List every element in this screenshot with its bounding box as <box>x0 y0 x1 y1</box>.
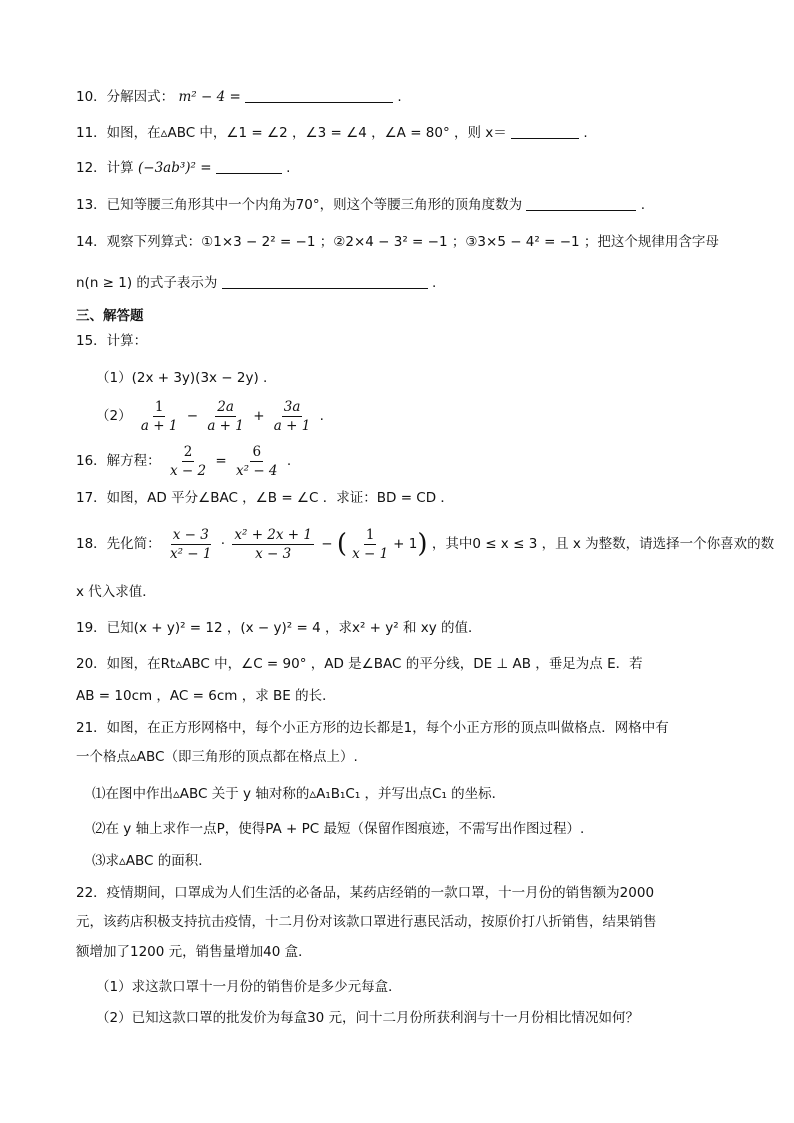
answer-blank <box>216 159 282 174</box>
q10-expression: m² − 4 = <box>178 89 241 105</box>
question-13: 13．已知等腰三角形其中一个内角为70°，则这个等腰三角形的顶角度数为 . <box>76 197 645 213</box>
question-10: 10．分解因式： m² − 4 = . <box>76 89 402 105</box>
answer-blank <box>245 88 393 103</box>
answer-blank <box>511 124 579 139</box>
question-21-line1: 21．如图，在正方形网格中，每个小正方形的边长都是1，每个小正方形的顶点叫做格点．网格中有 <box>76 720 669 736</box>
question-20-line2: AB = 10cm ，AC = 6cm ，求 BE 的长． <box>76 688 336 704</box>
question-18-line1: 18．先化简： $\frac{x - 3}{\text{x² − 1}}$ · $\frac{\text{x² + 2x + 1}}{x - 3}$ − ( $\frac{1}{x - 1}$ + 1) ，其中0 ≤ x ≤ 3 ，且 x 为整数，请选择一个你喜欢的数 <box>76 526 775 562</box>
q12-expression: (−3ab³)² = <box>137 160 212 176</box>
question-12: 12．计算 (−3ab³)² = . <box>76 160 291 176</box>
fraction: $\frac{2}{x - 2}$ <box>169 443 207 479</box>
question-11: 11．如图，在▵ABC 中，∠1 = ∠2 ，∠3 = ∠4 ，∠A = 80° ，则 x＝ . <box>76 125 588 141</box>
answer-blank <box>526 196 636 211</box>
question-14-line1: 14．观察下列算式：①1×3 − 2² = −1 ；②2×4 − 3² = −1 ；③3×5 − 4² = −1 ；把这个规律用含字母 <box>76 234 719 250</box>
question-22-line1: 22．疫情期间，口罩成为人们生活的必备品，某药店经销的一款口罩，十一月份的销售额为2000 <box>76 885 655 901</box>
question-19: 19．已知(x + y)² = 12 ，(x − y)² = 4 ，求x² + y² 和 xy 的值． <box>76 620 482 636</box>
question-15: 15．计算： <box>76 333 148 349</box>
question-15-part2: （2） $\frac{1}{a + 1}$ − $\frac{2a}{a + 1}$ + $\frac{3a}{a + 1}$ . <box>96 398 324 434</box>
question-14-line2: n(n ≥ 1) 的式子表示为 . <box>76 275 437 291</box>
question-22-sub2: （2）已知这款口罩的批发价为每盒30 元，问十二月份所获利润与十一月份相比情况如何？ <box>96 1010 640 1026</box>
question-21-line2: 一个格点▵ABC（即三角形的顶点都在格点上）. <box>76 749 358 765</box>
section-heading: 三、解答题 <box>76 308 144 324</box>
fraction: $\frac{\text{x² + 2x + 1}}{x - 3}$ <box>234 526 312 562</box>
question-16: 16．解方程： $\frac{2}{x - 2}$ = $\frac{6}{\text{x² − 4}}$ . <box>76 443 292 479</box>
question-18-line2: x 代入求值． <box>76 584 156 600</box>
question-17: 17．如图，AD 平分∠BAC ，∠B = ∠C ．求证：BD = CD ． <box>76 490 454 506</box>
fraction: $\frac{1}{a + 1}$ <box>140 398 178 434</box>
question-20-line1: 20．如图，在Rt▵ABC 中，∠C = 90° ，AD 是∠BAC 的平分线，DE ⊥ AB ，垂足为点 E．若 <box>76 656 643 672</box>
fraction: $\frac{2a}{a + 1}$ <box>207 398 244 434</box>
fraction: $\frac{x - 3}{\text{x² − 1}}$ <box>169 526 212 562</box>
question-22-line2: 元，该药店积极支持抗击疫情，十二月份对该款口罩进行惠民活动，按原价打八折销售，结果销售 <box>76 914 657 930</box>
question-22-line3: 额增加了1200 元，销售量增加40 盒． <box>76 944 312 960</box>
question-15-part1: （1）(2x + 3y)(3x − 2y) . <box>96 370 268 386</box>
fraction: $\frac{1}{x - 1}$ <box>352 526 389 562</box>
fraction: $\frac{3a}{a + 1}$ <box>273 398 311 434</box>
fraction: $\frac{6}{\text{x² − 4}}$ <box>236 443 278 479</box>
question-21-sub1: ⑴在图中作出▵ABC 关于 y 轴对称的▵A₁B₁C₁ ，并写出点C₁ 的坐标． <box>92 786 506 802</box>
question-21-sub2: ⑵在 y 轴上求作一点P，使得PA + PC 最短（保留作图痕迹，不需写出作图过程）. <box>92 821 585 837</box>
answer-blank <box>222 274 428 289</box>
question-22-sub1: （1）求这款口罩十一月份的销售价是多少元每盒． <box>96 979 402 995</box>
question-21-sub3: ⑶求▵ABC 的面积． <box>92 853 212 869</box>
